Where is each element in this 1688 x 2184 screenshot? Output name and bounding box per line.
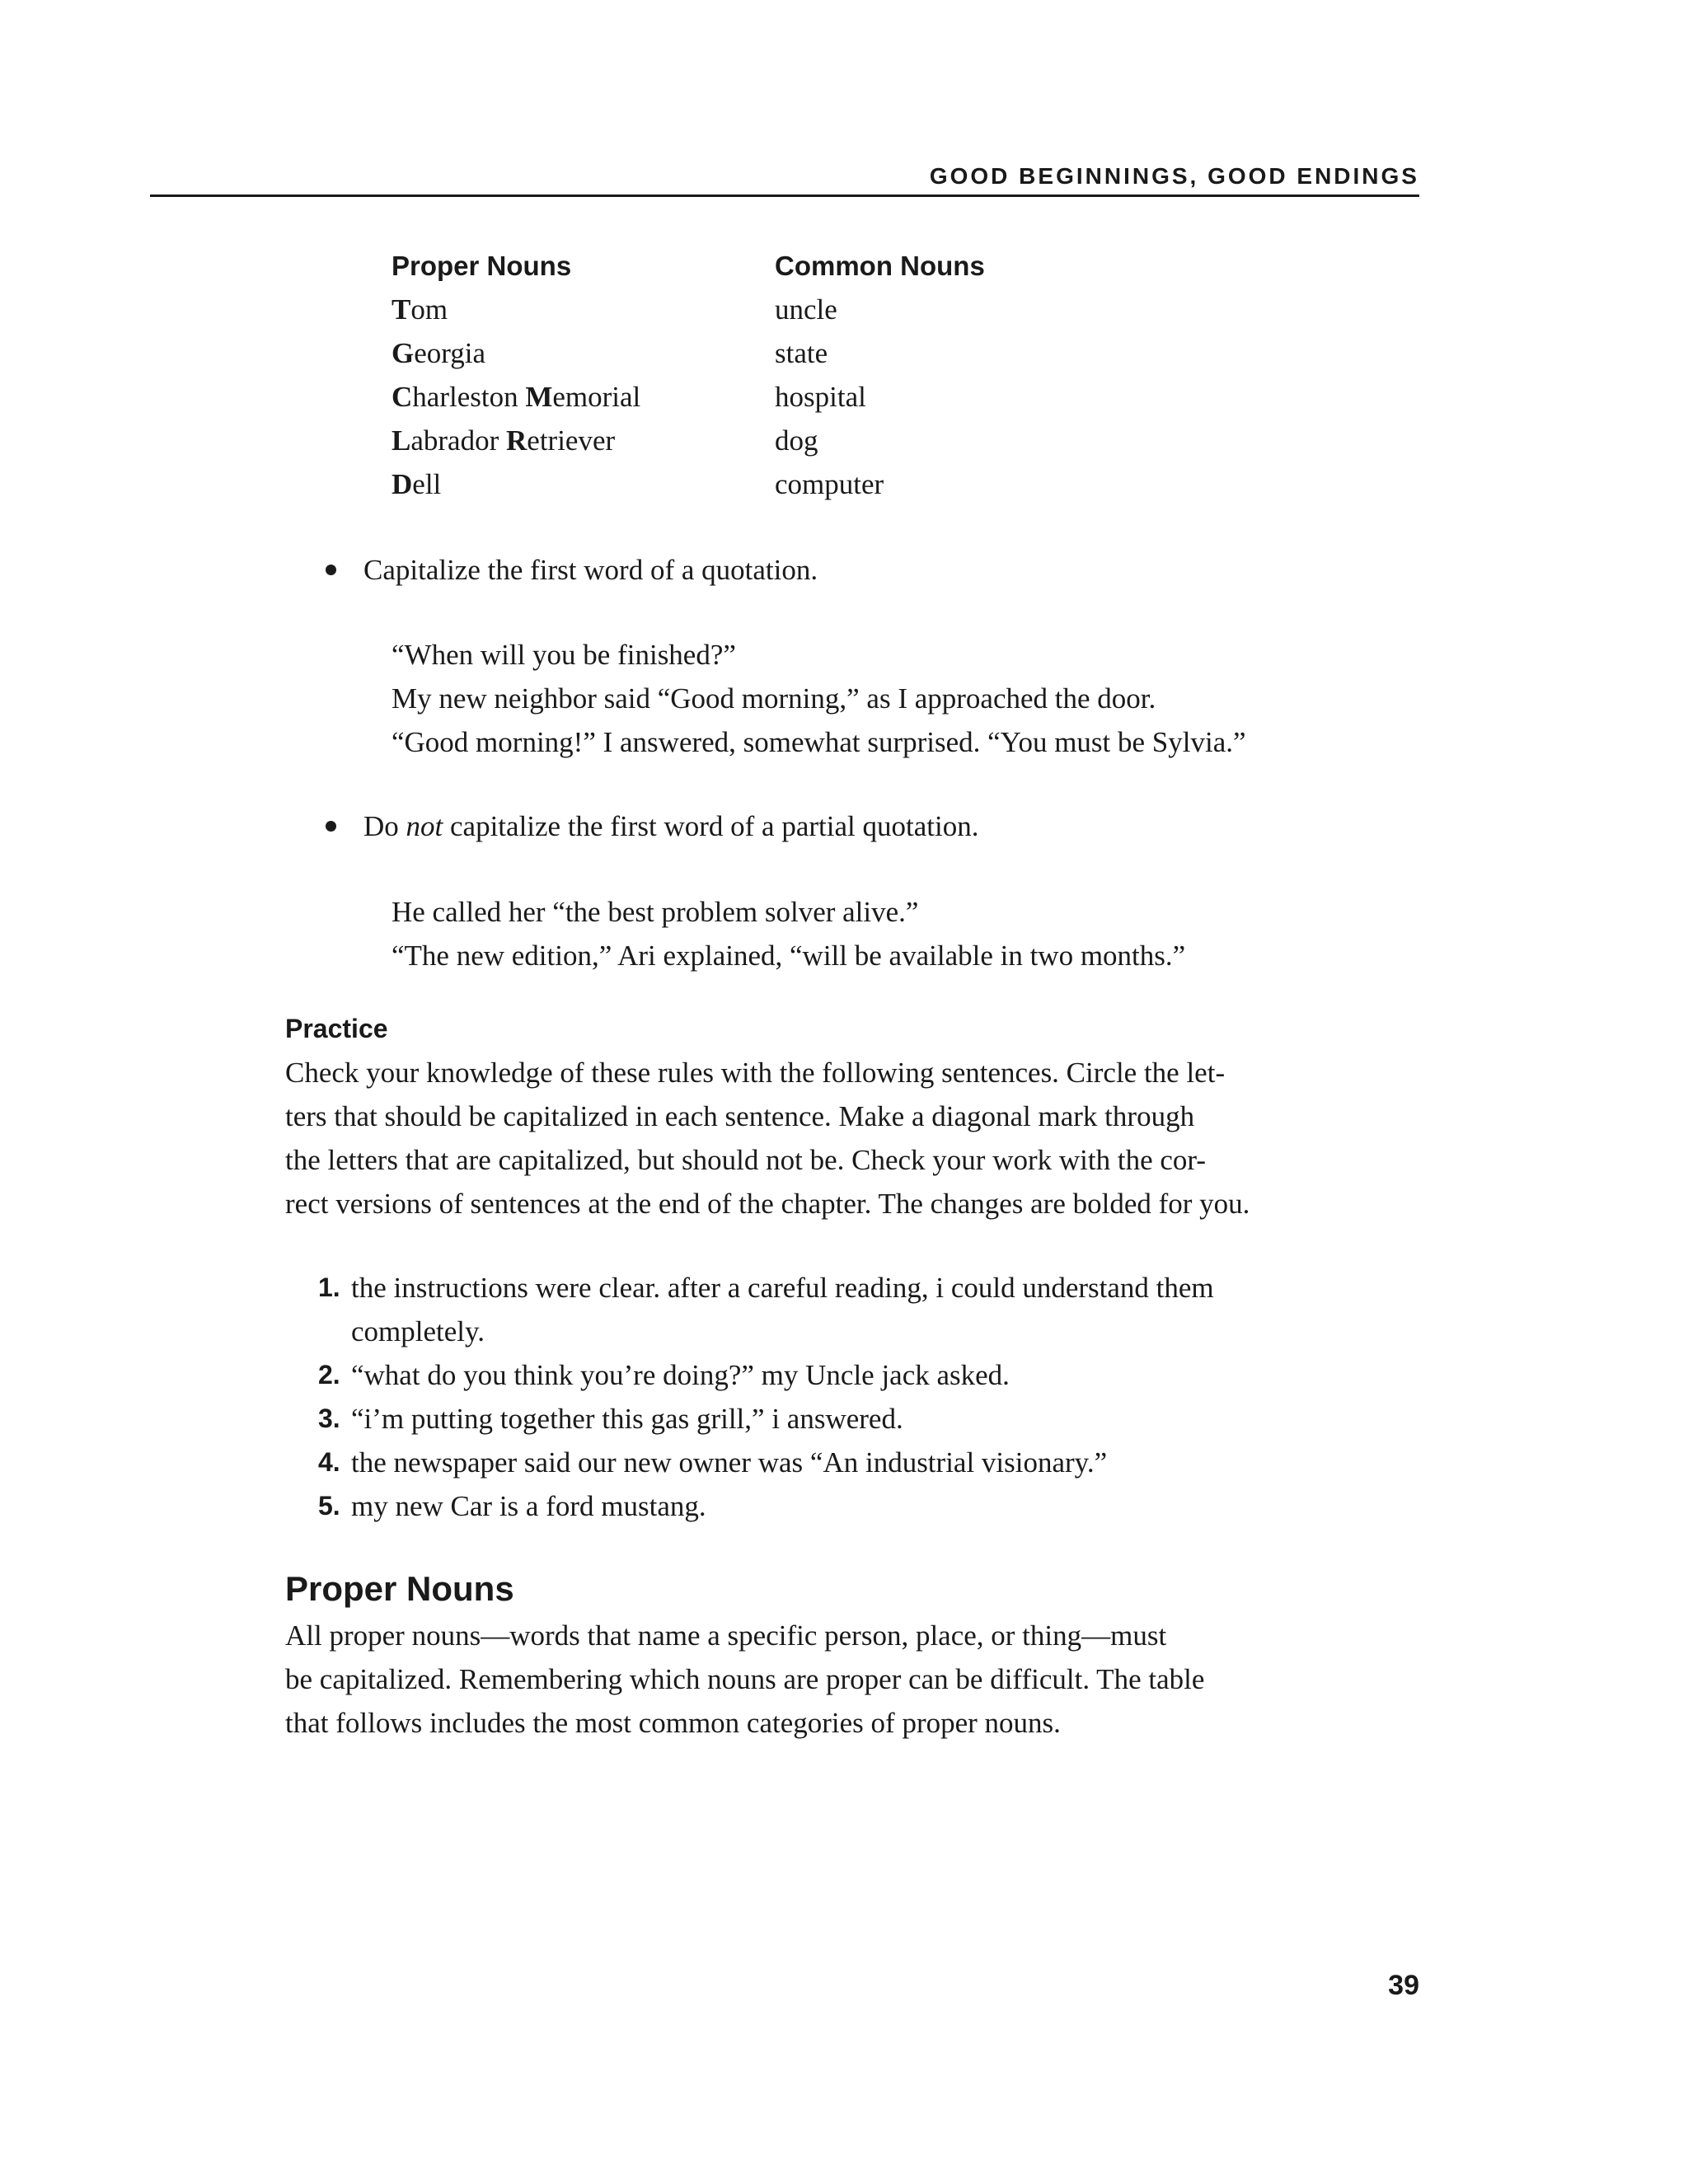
common-noun-cell: state: [775, 337, 828, 369]
common-nouns-header: Common Nouns: [775, 251, 985, 281]
word-rest: ell: [412, 468, 442, 500]
capital-letter: M: [525, 381, 553, 413]
item-line: “what do you think you’re doing?” my Uncle jack asked.: [351, 1359, 1010, 1391]
list-item: [285, 1353, 1214, 1397]
paragraph-line: the letters that are capitalized, but should not be. Check your work with the cor-: [285, 1144, 1207, 1176]
capital-letter: L: [392, 424, 411, 457]
item-line: the instructions were clear. after a careful reading, i could understand them: [351, 1272, 1214, 1304]
word-rest: eorgia: [414, 337, 486, 369]
rule-text-after: capitalize the first word of a partial quotation.: [443, 810, 979, 842]
list-item: [285, 1266, 1214, 1353]
item-number: 4.: [318, 1447, 340, 1477]
item-number: 1.: [318, 1272, 340, 1302]
common-noun-cell: hospital: [775, 381, 866, 413]
partial-quotation-examples: [392, 890, 1185, 977]
proper-noun-cell: [392, 288, 775, 331]
table-row: [392, 331, 985, 375]
paragraph-line: rect versions of sentences at the end of the chapter. The changes are bolded for you.: [285, 1188, 1250, 1220]
nouns-table: [392, 244, 985, 506]
list-item: [285, 1441, 1214, 1484]
list-item: [285, 1397, 1214, 1441]
header-rule: [150, 194, 1419, 197]
paragraph-line: All proper nouns—words that name a specific person, place, or thing—must: [285, 1619, 1167, 1652]
rule-text-emphasis: not: [406, 810, 443, 842]
item-number: 5.: [318, 1491, 340, 1521]
item-number: 2.: [318, 1360, 340, 1390]
word-rest: emorial: [552, 381, 641, 413]
bullet-dot: [326, 821, 336, 832]
common-noun-cell: dog: [775, 424, 818, 457]
page-number: 39: [1388, 1970, 1419, 2001]
example-sentence: My new neighbor said “Good morning,” as I approached the door.: [392, 682, 1156, 715]
example-sentence: “The new edition,” Ari explained, “will be available in two months.”: [392, 940, 1186, 972]
capital-letter: C: [392, 381, 413, 413]
item-line: the newspaper said our new owner was “An industrial visionary.”: [351, 1446, 1108, 1479]
item-number: 3.: [318, 1404, 340, 1433]
practice-list: [285, 1266, 1214, 1528]
rule-text-before: Do: [363, 810, 406, 842]
table-row: [392, 462, 985, 506]
table-row: [392, 375, 985, 419]
word-rest: harleston: [412, 381, 526, 413]
capital-letter: G: [392, 337, 415, 369]
paragraph-line: that follows includes the most common categories of proper nouns.: [285, 1707, 1061, 1739]
paragraph-line: ters that should be capitalized in each sentence. Make a diagonal mark through: [285, 1100, 1195, 1132]
paragraph-line: be capitalized. Remembering which nouns are proper can be difficult. The table: [285, 1663, 1205, 1695]
example-sentence: He called her “the best problem solver alive.”: [392, 896, 919, 928]
item-line: my new Car is a ford mustang.: [351, 1490, 706, 1522]
practice-title: Practice: [285, 1014, 388, 1043]
capital-letter: R: [506, 424, 528, 457]
word-rest: abrador: [410, 424, 506, 457]
nouns-table-header-row: [392, 244, 985, 288]
list-item: [285, 1484, 1214, 1528]
proper-nouns-header: Proper Nouns: [392, 251, 572, 281]
capital-letter: T: [392, 293, 411, 326]
rule-text: Capitalize the first word of a quotation.: [363, 554, 818, 586]
rule-text: [363, 804, 978, 848]
word-rest: etriever: [527, 424, 616, 457]
quotation-examples: [392, 633, 1246, 764]
item-line: “i’m putting together this gas grill,” i answered.: [351, 1403, 903, 1435]
proper-noun-cell: [392, 419, 775, 462]
example-sentence: “When will you be finished?”: [392, 639, 736, 671]
capital-letter: D: [392, 468, 413, 500]
word-rest: om: [410, 293, 448, 326]
proper-nouns-paragraph: [285, 1614, 1233, 1745]
table-row: [392, 419, 985, 462]
common-noun-cell: uncle: [775, 293, 837, 326]
proper-noun-cell: [392, 462, 775, 506]
bullet-dot: [326, 565, 336, 575]
proper-noun-cell: [392, 375, 775, 419]
proper-noun-cell: [392, 331, 775, 375]
item-line: completely.: [351, 1315, 485, 1347]
practice-instructions: [285, 1051, 1250, 1226]
common-noun-cell: computer: [775, 468, 884, 500]
section-heading: Proper Nouns: [285, 1569, 514, 1608]
table-row: [392, 288, 985, 331]
example-sentence: “Good morning!” I answered, somewhat surprised. “You must be Sylvia.”: [392, 726, 1246, 758]
running-head: GOOD BEGINNINGS, GOOD ENDINGS: [929, 163, 1419, 189]
paragraph-line: Check your knowledge of these rules with the following sentences. Circle the let-: [285, 1057, 1226, 1089]
